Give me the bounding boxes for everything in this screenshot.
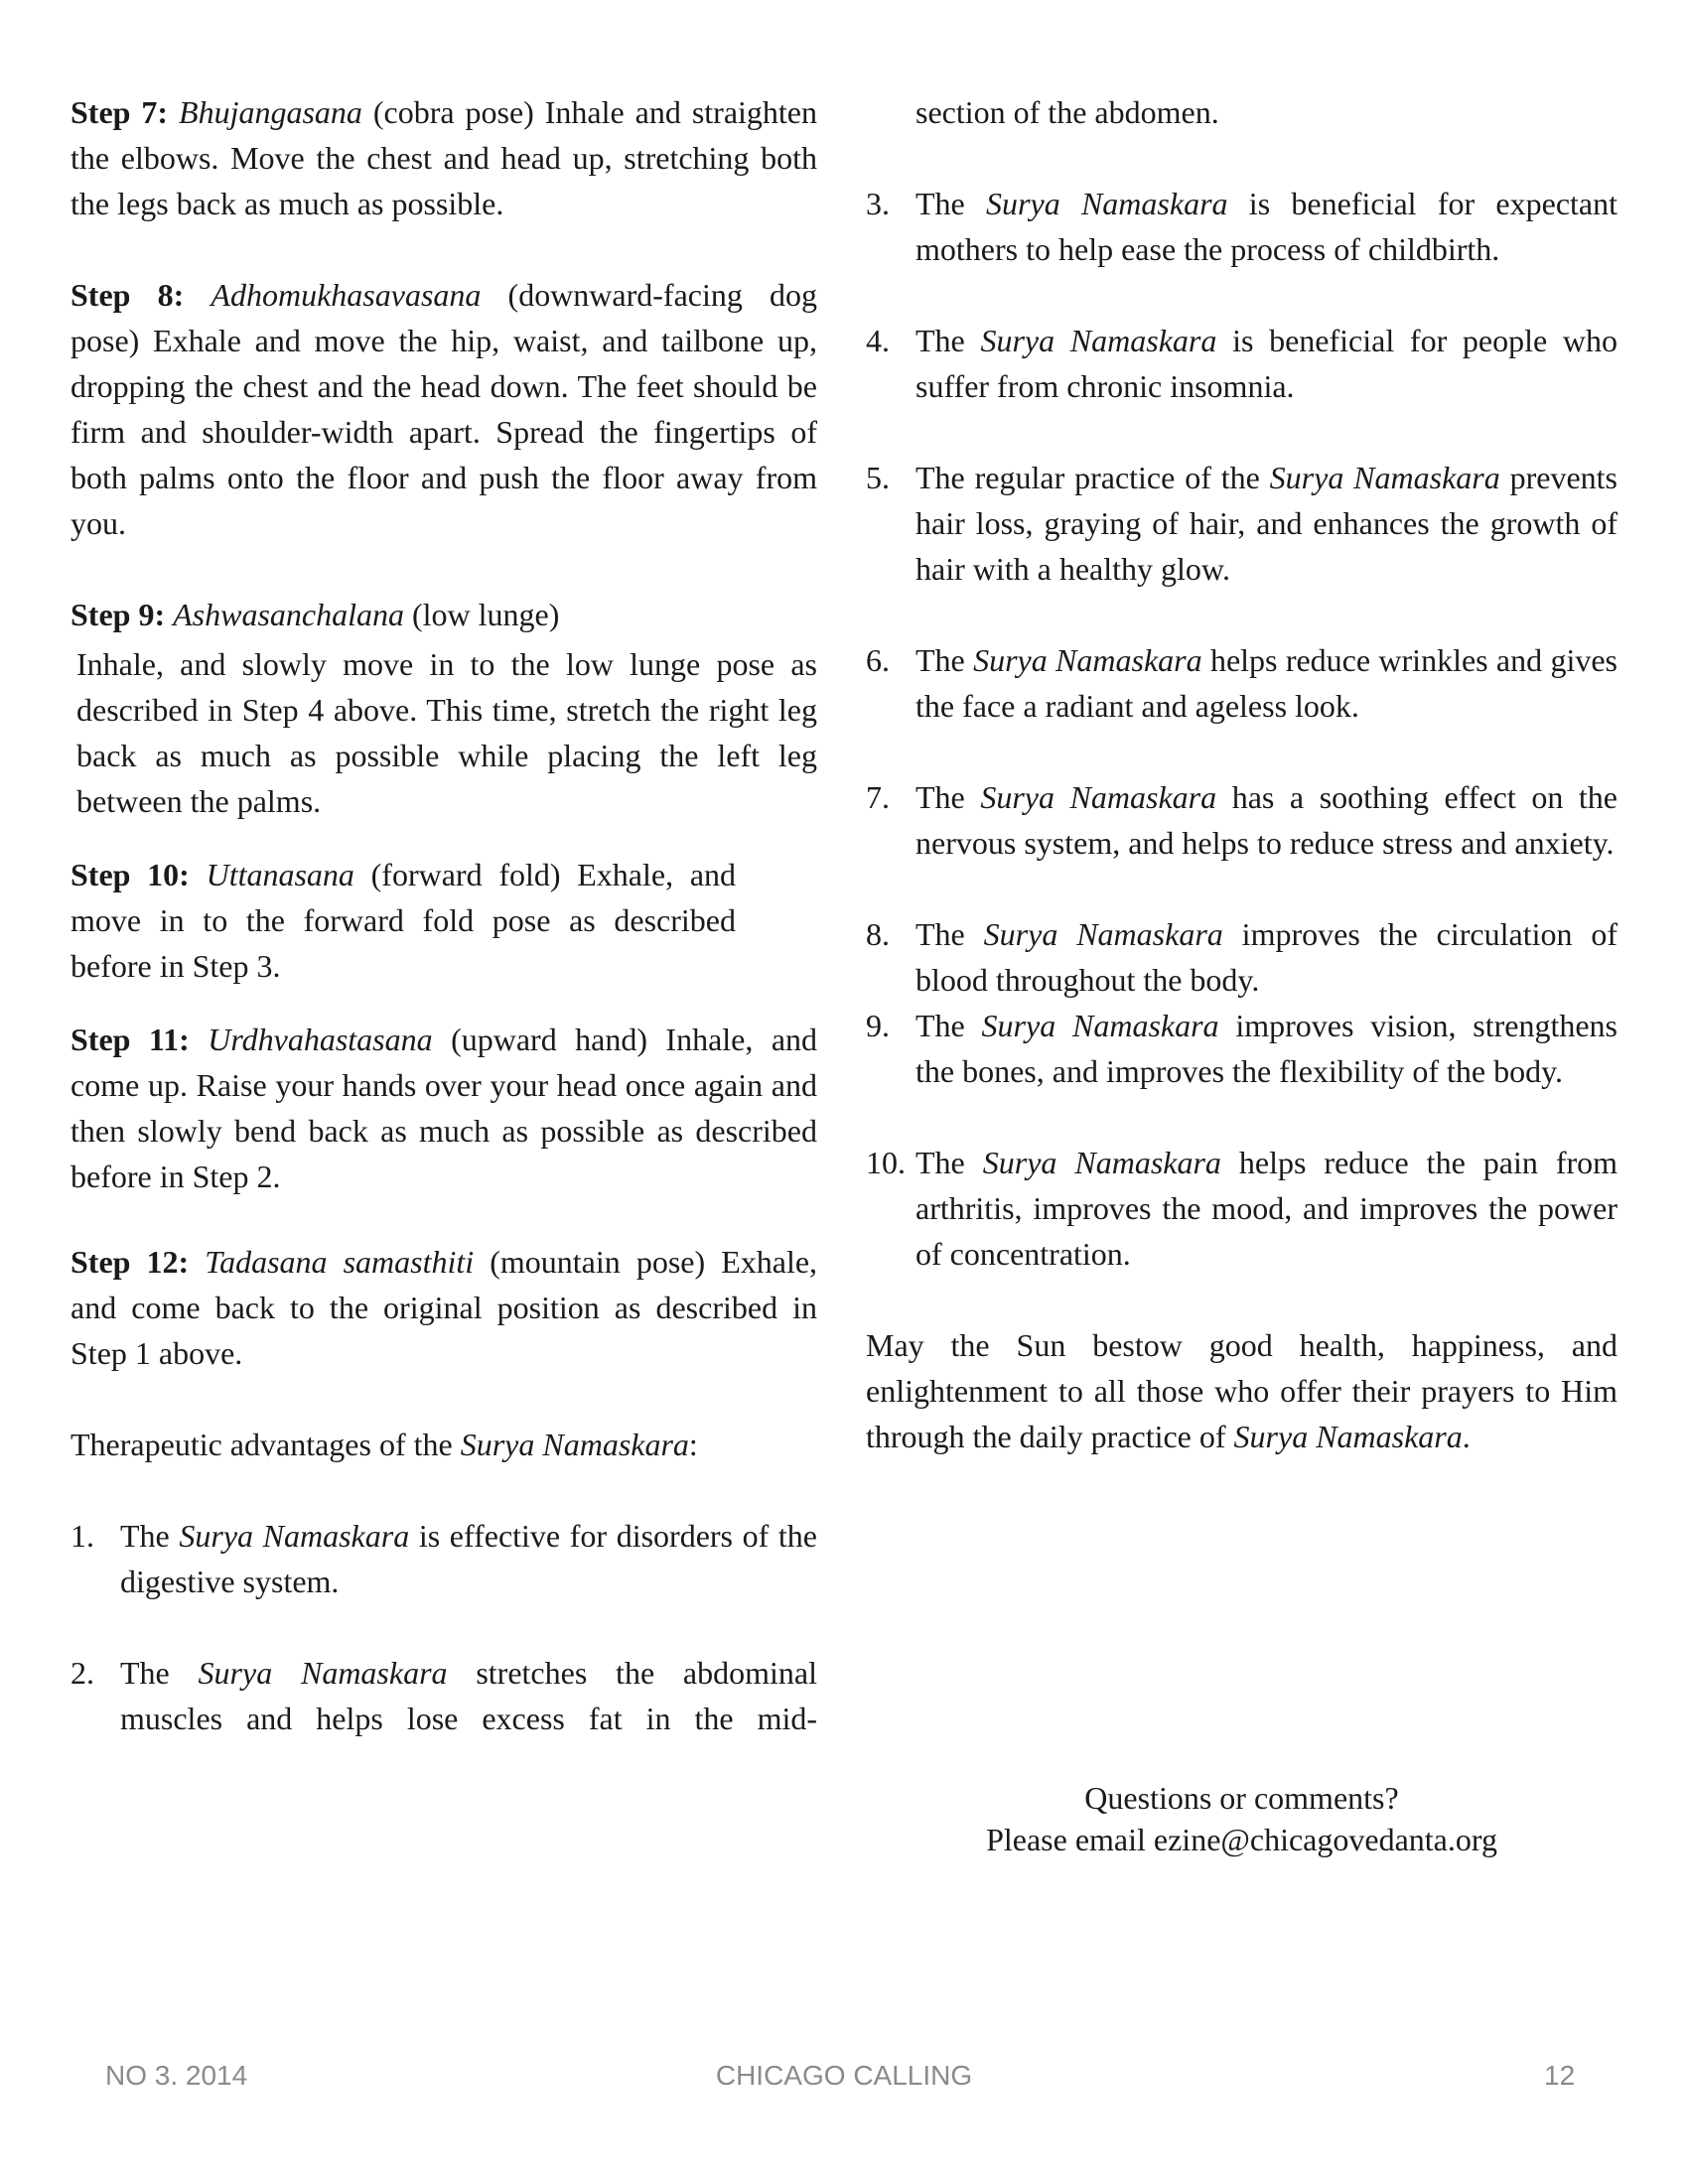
footer-title: CHICAGO CALLING — [715, 2060, 973, 2091]
left-column — [70, 89, 817, 1741]
pose-name: Ashwasanchalana — [173, 597, 404, 632]
pose-name: Tadasana samasthiti — [205, 1244, 475, 1280]
list-item: 2. The Surya Namaskara stretches the abdominal muscles and helps lose excess fat in the mid- — [70, 1655, 817, 1736]
list-item: 4. The Surya Namaskara is beneficial for people who suffer from chronic insomnia. — [866, 323, 1618, 404]
step-9-body: Inhale, and slowly move in to the low lunge pose as described in Step 4 above. This time, stretch the right leg back as much as possible while placing the left leg between the palms. — [76, 646, 817, 819]
list-item: 3. The Surya Namaskara is beneficial for expectant mothers to help ease the process of childbirth. — [866, 186, 1618, 267]
step-12 — [70, 1239, 817, 1376]
step-text: (upward hand) Inhale, and come up. Raise your hands over your head once again and then slowly bend back as much as possible as described before in Step 2. — [70, 1022, 818, 1194]
contact-question: Questions or comments? — [1084, 1780, 1399, 1816]
list-item: 8. The Surya Namaskara improves the circulation of blood throughout the body. — [866, 916, 1618, 998]
step-text: (mountain pose) Exhale, and come back to the original position as described in Step 1 above. — [70, 1244, 818, 1371]
page-number: 12 — [1544, 2060, 1576, 2091]
right-column — [866, 89, 1618, 1459]
step-text: (low lunge) — [404, 597, 560, 632]
list-item: 10. The Surya Namaskara helps reduce the pain from arthritis, improves the mood, and improves the power of concentration. — [866, 1145, 1618, 1272]
step-7 — [70, 89, 817, 226]
footer-issue: NO 3. 2014 — [105, 2060, 248, 2091]
step-10 — [70, 852, 736, 989]
benefits-list-part-2 — [866, 181, 1618, 1277]
step-9-heading — [70, 592, 817, 637]
step-text: (downward-facing dog pose) Exhale and move the hip, waist, and tailbone up, dropping the chest and the head down. The feet should be firm and shoulder-width apart. Spread the fingertips of both palms onto the floor and push the floor away from you. — [70, 277, 818, 541]
pose-name: Adhomukhasavasana — [211, 277, 482, 313]
pose-name: Urdhvahastasana — [208, 1022, 433, 1057]
pose-name: Uttanasana — [206, 857, 354, 892]
list-item: 5. The regular practice of the Surya Namaskara prevents hair loss, graying of hair, and enhances the growth of hair with a healthy glow. — [866, 460, 1618, 587]
step-label: Step 8: — [70, 277, 185, 313]
list-item: 9. The Surya Namaskara improves vision, strengthens the bones, and improves the flexibility of the body. — [866, 1008, 1618, 1089]
step-8 — [70, 272, 817, 546]
step-label: Step 7: — [70, 94, 169, 130]
list-item-continuation: section of the abdomen. — [915, 94, 1219, 130]
step-label: Step 10: — [70, 857, 190, 892]
list-item: 1. The Surya Namaskara is effective for disorders of the digestive system. — [70, 1518, 818, 1599]
step-text: (cobra pose) Inhale and straighten the elbows. Move the chest and head up, stretching both the legs back as much as possible. — [70, 94, 818, 221]
list-item: 7. The Surya Namaskara has a soothing effect on the nervous system, and helps to reduce stress and anxiety. — [866, 779, 1618, 861]
step-text: (forward fold) Exhale, and move in to the forward fold pose as described before in Step 3. — [70, 857, 737, 984]
step-label: Step 12: — [70, 1244, 190, 1280]
pose-name: Bhujangasana — [179, 94, 362, 130]
step-11 — [70, 1017, 817, 1199]
contact-block — [866, 1777, 1618, 1860]
advantages-intro: Therapeutic advantages of the Surya Namaskara: — [70, 1427, 698, 1462]
step-label: Step 9: — [70, 597, 166, 632]
benefits-list-part-1 — [70, 1513, 817, 1741]
step-label: Step 11: — [70, 1022, 190, 1057]
contact-email: Please email ezine@chicagovedanta.org — [986, 1822, 1497, 1857]
closing-paragraph: May the Sun bestow good health, happiness, and enlightenment to all those who offer their prayers to Him through the daily practice of Surya Namaskara. — [866, 1327, 1618, 1454]
list-item: 6. The Surya Namaskara helps reduce wrinkles and gives the face a radiant and ageless look. — [866, 642, 1618, 724]
